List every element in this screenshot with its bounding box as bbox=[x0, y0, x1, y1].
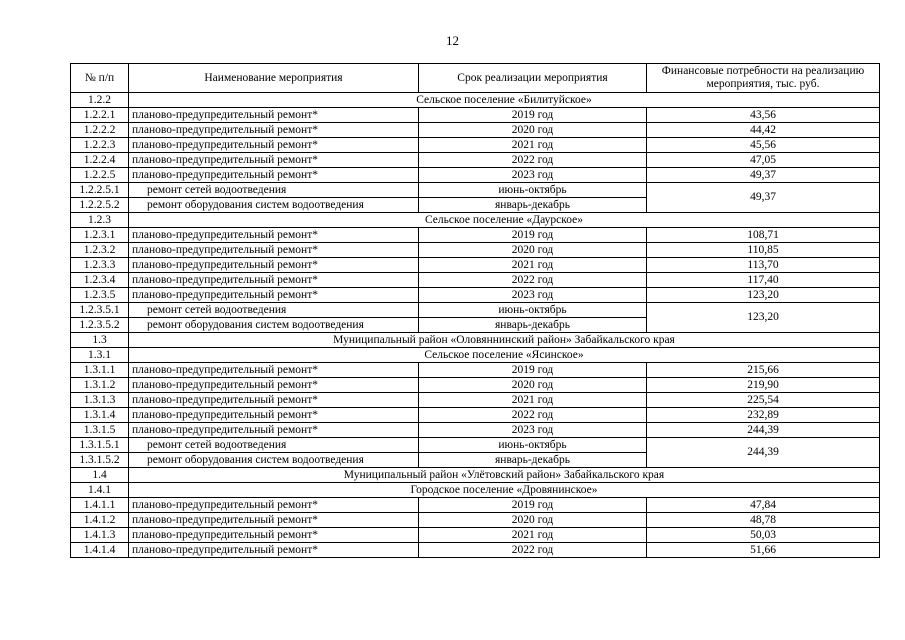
row-number: 1.4.1.3 bbox=[71, 528, 129, 543]
row-number: 1.2.2.3 bbox=[71, 138, 129, 153]
activity-term: январь-декабрь bbox=[419, 198, 647, 213]
row-number: 1.3.1.5 bbox=[71, 423, 129, 438]
activity-term: 2019 год bbox=[419, 363, 647, 378]
table-row bbox=[71, 543, 880, 558]
row-number: 1.3.1.1 bbox=[71, 363, 129, 378]
activity-name: ремонт оборудования систем водоотведения bbox=[129, 198, 419, 213]
table-row bbox=[71, 138, 880, 153]
activity-financing: 43,56 bbox=[647, 108, 880, 123]
activity-term: 2020 год bbox=[419, 243, 647, 258]
activity-term: 2022 год bbox=[419, 273, 647, 288]
activity-financing: 123,20 bbox=[647, 288, 880, 303]
activity-financing: 47,05 bbox=[647, 153, 880, 168]
table-row bbox=[71, 288, 880, 303]
row-number: 1.2.3.5 bbox=[71, 288, 129, 303]
row-number: 1.4.1.2 bbox=[71, 513, 129, 528]
activity-financing: 244,39 bbox=[647, 438, 880, 468]
activity-term: июнь-октябрь bbox=[419, 183, 647, 198]
row-number: 1.4 bbox=[71, 468, 129, 483]
section-title: Муниципальный район «Улётовский район» Забайкальского края bbox=[129, 468, 880, 483]
activity-financing: 49,37 bbox=[647, 168, 880, 183]
activity-name: планово-предупредительный ремонт* bbox=[129, 108, 419, 123]
table-row bbox=[71, 108, 880, 123]
row-number: 1.2.3.5.2 bbox=[71, 318, 129, 333]
activity-name: ремонт оборудования систем водоотведения bbox=[129, 318, 419, 333]
section-row bbox=[71, 93, 880, 108]
page-number: 12 bbox=[446, 33, 459, 48]
table-row bbox=[71, 438, 880, 453]
activity-financing: 232,89 bbox=[647, 408, 880, 423]
activity-financing: 108,71 bbox=[647, 228, 880, 243]
activity-term: 2021 год bbox=[419, 393, 647, 408]
activity-name: планово-предупредительный ремонт* bbox=[129, 498, 419, 513]
row-number: 1.2.3.2 bbox=[71, 243, 129, 258]
activity-term: 2022 год bbox=[419, 153, 647, 168]
activity-name: планово-предупредительный ремонт* bbox=[129, 528, 419, 543]
table-row bbox=[71, 303, 880, 318]
activity-term: 2023 год bbox=[419, 423, 647, 438]
table-header-row bbox=[71, 64, 880, 93]
activity-financing: 45,56 bbox=[647, 138, 880, 153]
activity-term: 2019 год bbox=[419, 498, 647, 513]
activity-term: 2021 год bbox=[419, 528, 647, 543]
activity-name: планово-предупредительный ремонт* bbox=[129, 513, 419, 528]
table-row bbox=[71, 513, 880, 528]
section-title: Сельское поселение «Билитуйское» bbox=[129, 93, 880, 108]
section-title: Городское поселение «Дровянинское» bbox=[129, 483, 880, 498]
row-number: 1.3.1 bbox=[71, 348, 129, 363]
row-number: 1.2.2.5.2 bbox=[71, 198, 129, 213]
activity-term: 2021 год bbox=[419, 258, 647, 273]
activity-financing: 47,84 bbox=[647, 498, 880, 513]
row-number: 1.2.2.2 bbox=[71, 123, 129, 138]
activity-name: планово-предупредительный ремонт* bbox=[129, 288, 419, 303]
activity-name: планово-предупредительный ремонт* bbox=[129, 228, 419, 243]
table-row bbox=[71, 408, 880, 423]
row-number: 1.3.1.5.2 bbox=[71, 453, 129, 468]
activity-financing: 50,03 bbox=[647, 528, 880, 543]
activity-term: январь-декабрь bbox=[419, 453, 647, 468]
section-row bbox=[71, 348, 880, 363]
row-number: 1.3.1.5.1 bbox=[71, 438, 129, 453]
activity-financing: 44,42 bbox=[647, 123, 880, 138]
activity-name: планово-предупредительный ремонт* bbox=[129, 258, 419, 273]
table-row bbox=[71, 498, 880, 513]
row-number: 1.4.1.1 bbox=[71, 498, 129, 513]
activity-name: ремонт сетей водоотведения bbox=[129, 183, 419, 198]
row-number: 1.2.2.5.1 bbox=[71, 183, 129, 198]
activity-term: 2023 год bbox=[419, 168, 647, 183]
activity-financing: 113,70 bbox=[647, 258, 880, 273]
row-number: 1.2.3.1 bbox=[71, 228, 129, 243]
activity-name: планово-предупредительный ремонт* bbox=[129, 153, 419, 168]
row-number: 1.2.2.5 bbox=[71, 168, 129, 183]
activity-name: планово-предупредительный ремонт* bbox=[129, 393, 419, 408]
table-row bbox=[71, 243, 880, 258]
header-name: Наименование мероприятия bbox=[129, 64, 419, 93]
row-number: 1.2.2 bbox=[71, 93, 129, 108]
section-title: Сельское поселение «Ясинское» bbox=[129, 348, 880, 363]
activity-term: 2020 год bbox=[419, 378, 647, 393]
activity-name: планово-предупредительный ремонт* bbox=[129, 378, 419, 393]
row-number: 1.3 bbox=[71, 333, 129, 348]
activity-name: планово-предупредительный ремонт* bbox=[129, 138, 419, 153]
table-row bbox=[71, 528, 880, 543]
activity-name: планово-предупредительный ремонт* bbox=[129, 168, 419, 183]
activity-term: 2022 год bbox=[419, 543, 647, 558]
activity-name: планово-предупредительный ремонт* bbox=[129, 273, 419, 288]
activities-table bbox=[70, 63, 880, 558]
table-row bbox=[71, 153, 880, 168]
activity-term: 2019 год bbox=[419, 108, 647, 123]
activity-financing: 225,54 bbox=[647, 393, 880, 408]
activity-financing: 49,37 bbox=[647, 183, 880, 213]
activity-name: планово-предупредительный ремонт* bbox=[129, 243, 419, 258]
section-row bbox=[71, 483, 880, 498]
header-fin: Финансовые потребности на реализацию мероприятия, тыс. руб. bbox=[647, 64, 880, 93]
activity-term: 2021 год bbox=[419, 138, 647, 153]
activity-financing: 51,66 bbox=[647, 543, 880, 558]
table-row bbox=[71, 258, 880, 273]
section-row bbox=[71, 468, 880, 483]
table-row bbox=[71, 228, 880, 243]
activity-name: планово-предупредительный ремонт* bbox=[129, 408, 419, 423]
section-title: Муниципальный район «Оловяннинский район» Забайкальского края bbox=[129, 333, 880, 348]
activity-term: 2019 год bbox=[419, 228, 647, 243]
table-row bbox=[71, 423, 880, 438]
table-row bbox=[71, 183, 880, 198]
activity-financing: 244,39 bbox=[647, 423, 880, 438]
table-row bbox=[71, 168, 880, 183]
activity-financing: 110,85 bbox=[647, 243, 880, 258]
row-number: 1.2.3 bbox=[71, 213, 129, 228]
row-number: 1.3.1.3 bbox=[71, 393, 129, 408]
activity-name: ремонт сетей водоотведения bbox=[129, 438, 419, 453]
row-number: 1.2.3.5.1 bbox=[71, 303, 129, 318]
activity-financing: 219,90 bbox=[647, 378, 880, 393]
activity-name: планово-предупредительный ремонт* bbox=[129, 423, 419, 438]
section-row bbox=[71, 333, 880, 348]
section-title: Сельское поселение «Даурское» bbox=[129, 213, 880, 228]
table-body bbox=[71, 93, 880, 558]
activity-term: июнь-октябрь bbox=[419, 303, 647, 318]
row-number: 1.4.1 bbox=[71, 483, 129, 498]
row-number: 1.3.1.2 bbox=[71, 378, 129, 393]
activity-term: июнь-октябрь bbox=[419, 438, 647, 453]
header-term: Срок реализации мероприятия bbox=[419, 64, 647, 93]
activity-financing: 215,66 bbox=[647, 363, 880, 378]
activity-term: 2020 год bbox=[419, 123, 647, 138]
activity-term: 2023 год bbox=[419, 288, 647, 303]
table-row bbox=[71, 378, 880, 393]
activity-term: январь-декабрь bbox=[419, 318, 647, 333]
header-num: № п/п bbox=[71, 64, 129, 93]
table-row bbox=[71, 273, 880, 288]
activity-name: ремонт оборудования систем водоотведения bbox=[129, 453, 419, 468]
activity-financing: 48,78 bbox=[647, 513, 880, 528]
activity-name: ремонт сетей водоотведения bbox=[129, 303, 419, 318]
row-number: 1.2.2.1 bbox=[71, 108, 129, 123]
row-number: 1.2.2.4 bbox=[71, 153, 129, 168]
activity-term: 2022 год bbox=[419, 408, 647, 423]
activity-name: планово-предупредительный ремонт* bbox=[129, 363, 419, 378]
activity-financing: 123,20 bbox=[647, 303, 880, 333]
table-row bbox=[71, 123, 880, 138]
row-number: 1.2.3.4 bbox=[71, 273, 129, 288]
table-row bbox=[71, 363, 880, 378]
activity-financing: 117,40 bbox=[647, 273, 880, 288]
activity-name: планово-предупредительный ремонт* bbox=[129, 543, 419, 558]
row-number: 1.4.1.4 bbox=[71, 543, 129, 558]
section-row bbox=[71, 213, 880, 228]
row-number: 1.3.1.4 bbox=[71, 408, 129, 423]
activity-name: планово-предупредительный ремонт* bbox=[129, 123, 419, 138]
activity-term: 2020 год bbox=[419, 513, 647, 528]
row-number: 1.2.3.3 bbox=[71, 258, 129, 273]
table-row bbox=[71, 393, 880, 408]
